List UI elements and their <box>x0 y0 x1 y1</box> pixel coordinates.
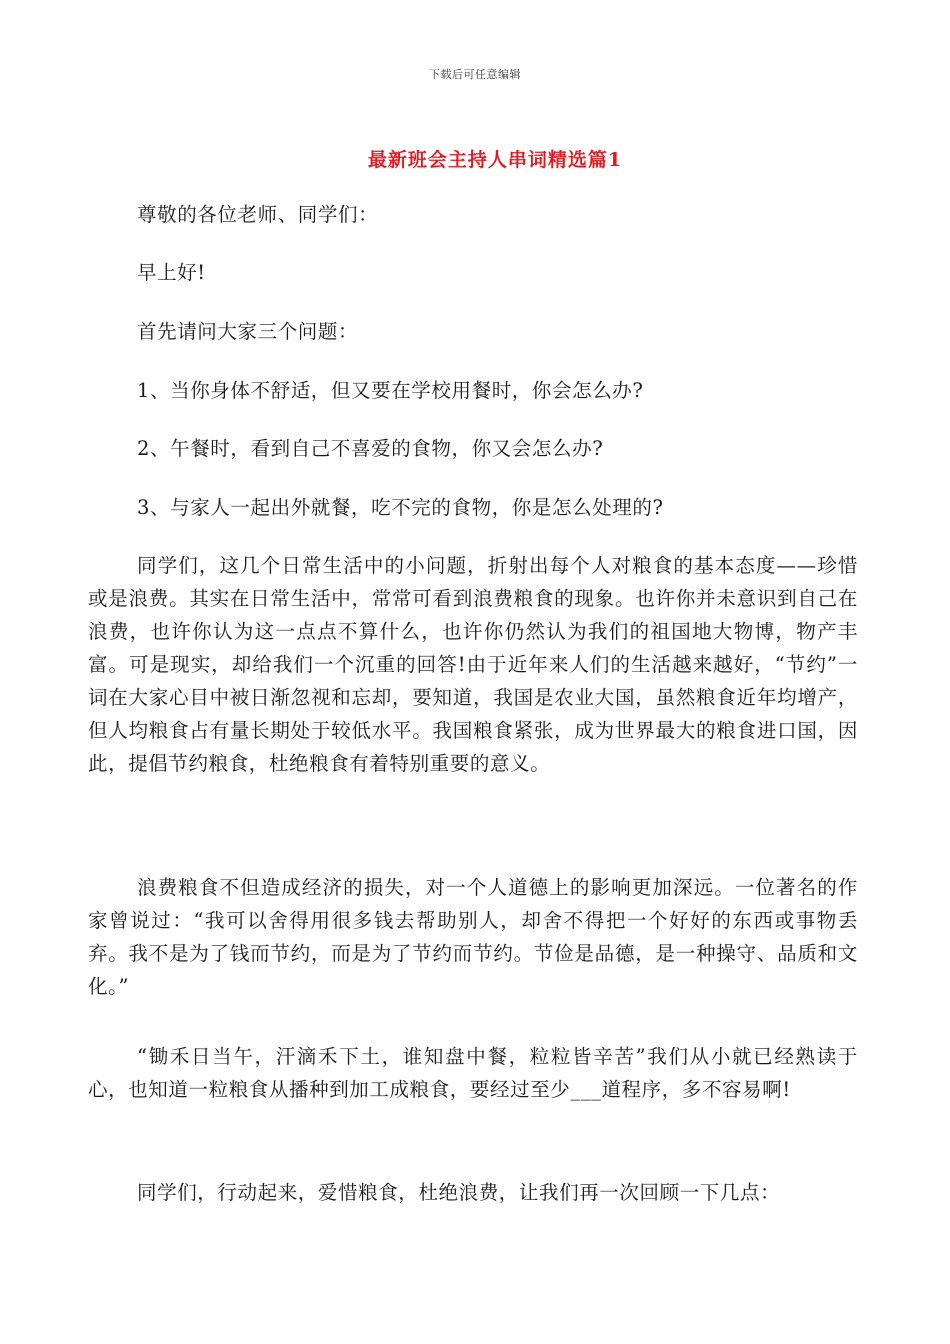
paragraph-2: 浪费粮食不但造成经济的损失，对一个人道德上的影响更加深远。一位著名的作家曾说过：“我可以舍得用很多钱去帮助别人，却舍不得把一个好好的东西或事物丢弃。我不是为了钱而节约，而是为了节约而节约。节俭是品德，是一种操守、品质和文化。” <box>88 876 858 998</box>
paragraph-1-block <box>88 549 858 780</box>
question-1: 1、当你身体不舒适，但又要在学校用餐时，你会怎么办? <box>137 379 644 402</box>
header-note: 下载后可任意编辑 <box>429 68 521 81</box>
morning-line: 早上好! <box>137 261 206 284</box>
paragraph-3: “锄禾日当午，汗滴禾下土，谁知盘中餐，粒粒皆辛苦”我们从小就已经熟读于心，也知道一粒粮食从播种到加工成粮食，要经过至少___道程序，多不容易啊! <box>88 1045 858 1101</box>
paragraph-1: 同学们，这几个日常生活中的小问题，折射出每个人对粮食的基本态度——珍惜或是浪费。其实在日常生活中，常常可看到浪费粮食的现象。也许你并未意识到自己在浪费，也许你认为这一点点不算什么，也许你仍然认为我们的祖国地大物博，物产丰富。可是现实，却给我们一个沉重的回答!由于近年来人们的生活越来越好，“节约”一词在大家心目中被日渐忽视和忘却，要知道，我国是农业大国，虽然粮食近年均增产，但人均粮食占有量长期处于较低水平。我国粮食紧张，成为世界最大的粮食进口国，因此，提倡节约粮食，杜绝粮食有着特别重要的意义。 <box>88 554 858 775</box>
document-title: 最新班会主持人串词精选篇1 <box>367 149 623 171</box>
question-3: 3、与家人一起出外就餐，吃不完的食物，你是怎么处理的? <box>137 496 664 519</box>
closing-line: 同学们，行动起来，爱惜粮食，杜绝浪费，让我们再一次回顾一下几点： <box>137 1181 781 1204</box>
question-2: 2、午餐时，看到自己不喜爱的食物，你又会怎么办? <box>137 437 604 460</box>
intro-line: 首先请问大家三个问题： <box>137 320 359 343</box>
paragraph-3-block <box>88 1040 858 1106</box>
greeting-line: 尊敬的各位老师、同学们： <box>137 203 379 226</box>
paragraph-2-block <box>88 871 858 1003</box>
